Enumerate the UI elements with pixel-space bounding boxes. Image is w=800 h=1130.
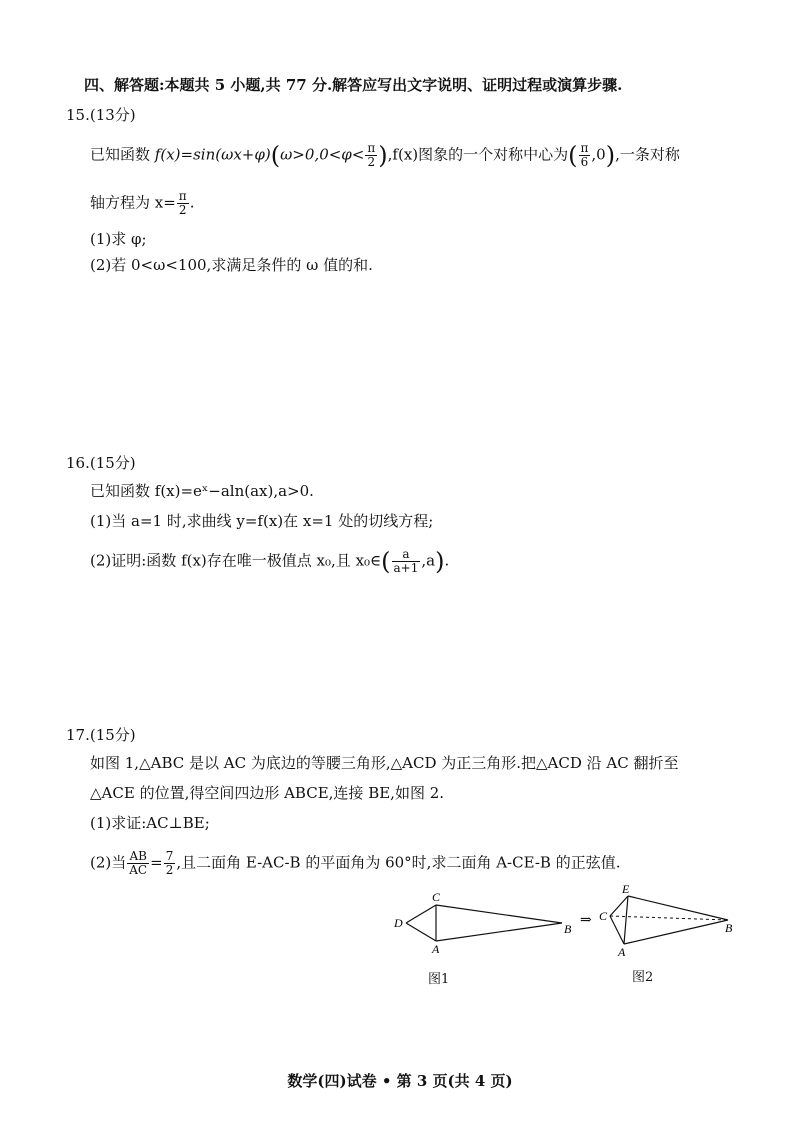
- q15-cond: ω>0,0<φ<: [280, 145, 365, 164]
- q16-stem: 已知函数 f(x)=eˣ−aln(ax),a>0.: [90, 482, 314, 500]
- fig2-edge-ca: [610, 916, 624, 944]
- q17-frac-7-2: [164, 850, 176, 877]
- q16-part2-b: ,a: [421, 551, 436, 570]
- fig2-label-a: A: [618, 945, 626, 958]
- q15-frac2-num: π: [178, 189, 187, 203]
- fig2-label-e: E: [622, 882, 630, 896]
- q17-frac-ab-ac: [127, 850, 149, 877]
- q15-frac-pi-2: [365, 142, 377, 169]
- q17-part1: (1)求证:AC⊥BE;: [90, 814, 210, 832]
- q15-paren-open2: (: [568, 141, 578, 170]
- q15-frac-pi-2-b: [177, 190, 189, 217]
- q15-stem-d: ,一条对称: [615, 145, 680, 164]
- q16-header: 16.(15分): [66, 454, 136, 472]
- q15-stem-a: 已知函数: [90, 145, 151, 164]
- figure-2-diagram: [598, 882, 738, 958]
- q17-frac2-den: 2: [165, 863, 174, 877]
- figure-1-caption: 图1: [428, 972, 450, 987]
- fold-arrow: ⇒: [580, 912, 592, 928]
- q15-paren-close: ): [378, 141, 388, 170]
- section-heading: 四、解答题:本题共 5 小题,共 77 分.解答应写出文字说明、证明过程或演算步骤.: [84, 76, 623, 94]
- q16-part1: (1)当 a=1 时,求曲线 y=f(x)在 x=1 处的切线方程;: [90, 512, 434, 530]
- q15-stem-c: ,f(x)图象的一个对称中心为: [387, 145, 569, 164]
- fig1-edge-ab: [436, 923, 562, 941]
- fig1-edge-da: [406, 923, 436, 941]
- q16-period: .: [444, 551, 450, 570]
- q15-part1: (1)求 φ;: [90, 230, 147, 248]
- q17-frac-den: AC: [129, 863, 148, 877]
- q16-frac-den: a+1: [393, 561, 419, 575]
- q15-paren-close2: ): [605, 141, 616, 170]
- fig1-label-a: A: [432, 942, 440, 955]
- q16-paren-close: ): [435, 547, 445, 576]
- q17-part2: [90, 850, 620, 877]
- q15-paren-open: (: [270, 141, 281, 170]
- fig1-label-c: C: [432, 890, 441, 904]
- q17-frac-num: AB: [127, 850, 149, 864]
- q15-stem-b: f(x)=sin(ωx+φ): [154, 145, 271, 164]
- fig2-label-b: B: [725, 921, 733, 935]
- q15-period: .: [189, 193, 195, 212]
- q17-header: 17.(15分): [66, 726, 136, 744]
- fig2-edge-ec: [610, 896, 628, 916]
- q15-stem-line2: [90, 190, 194, 217]
- fig1-edge-cb: [436, 905, 562, 923]
- q16-paren-open: (: [381, 547, 391, 576]
- q15-part2: (2)若 0<ω<100,求满足条件的 ω 值的和.: [90, 256, 373, 274]
- q16-frac-num: a: [392, 548, 421, 562]
- q15-frac2-den: 2: [178, 203, 187, 217]
- figure-1-diagram: [390, 885, 590, 955]
- q17-stem2: △ACE 的位置,得空间四边形 ABCE,连接 BE,如图 2.: [90, 784, 445, 802]
- q15-frac6-num: π: [580, 141, 589, 155]
- q15-stem-line1: [90, 142, 680, 169]
- q15-frac-pi-6: [579, 142, 591, 169]
- fig1-label-d: D: [394, 916, 403, 930]
- q16-part2: [90, 548, 449, 575]
- fig2-edge-ea: [624, 896, 628, 944]
- fig2-edge-cb-hidden: [610, 916, 728, 920]
- fig1-edge-dc: [406, 905, 436, 923]
- figure-2-caption: 图2: [632, 970, 654, 985]
- q15-header: 15.(13分): [66, 106, 136, 124]
- fig2-edge-eb: [628, 896, 728, 920]
- q16-part2-a: (2)证明:函数 f(x)存在唯一极值点 x₀,且 x₀∈: [90, 551, 382, 570]
- q17-frac2-num: 7: [165, 849, 174, 863]
- q15-zero: ,0: [591, 145, 606, 164]
- q17-stem1: 如图 1,△ABC 是以 AC 为底边的等腰三角形,△ACD 为正三角形.把△ACD 沿 AC 翻折至: [90, 754, 679, 772]
- q15-frac-num: π: [367, 141, 376, 155]
- fig2-label-c: C: [599, 909, 608, 923]
- q15-line2-a: 轴方程为 x=: [90, 193, 176, 212]
- page-footer: 数学(四)试卷 • 第 3 页(共 4 页): [287, 1072, 513, 1090]
- q16-frac: [392, 548, 421, 575]
- q15-frac-den: 2: [367, 155, 376, 169]
- fig2-edge-ab: [624, 920, 728, 944]
- q17-part2-a: (2)当: [90, 853, 127, 872]
- q17-part2-b: ,且二面角 E-AC-B 的平面角为 60°时,求二面角 A-CE-B 的正弦值.: [176, 853, 621, 872]
- q15-frac6-den: 6: [580, 155, 589, 169]
- q17-eq: =: [150, 853, 163, 872]
- fig1-label-b: B: [564, 922, 572, 936]
